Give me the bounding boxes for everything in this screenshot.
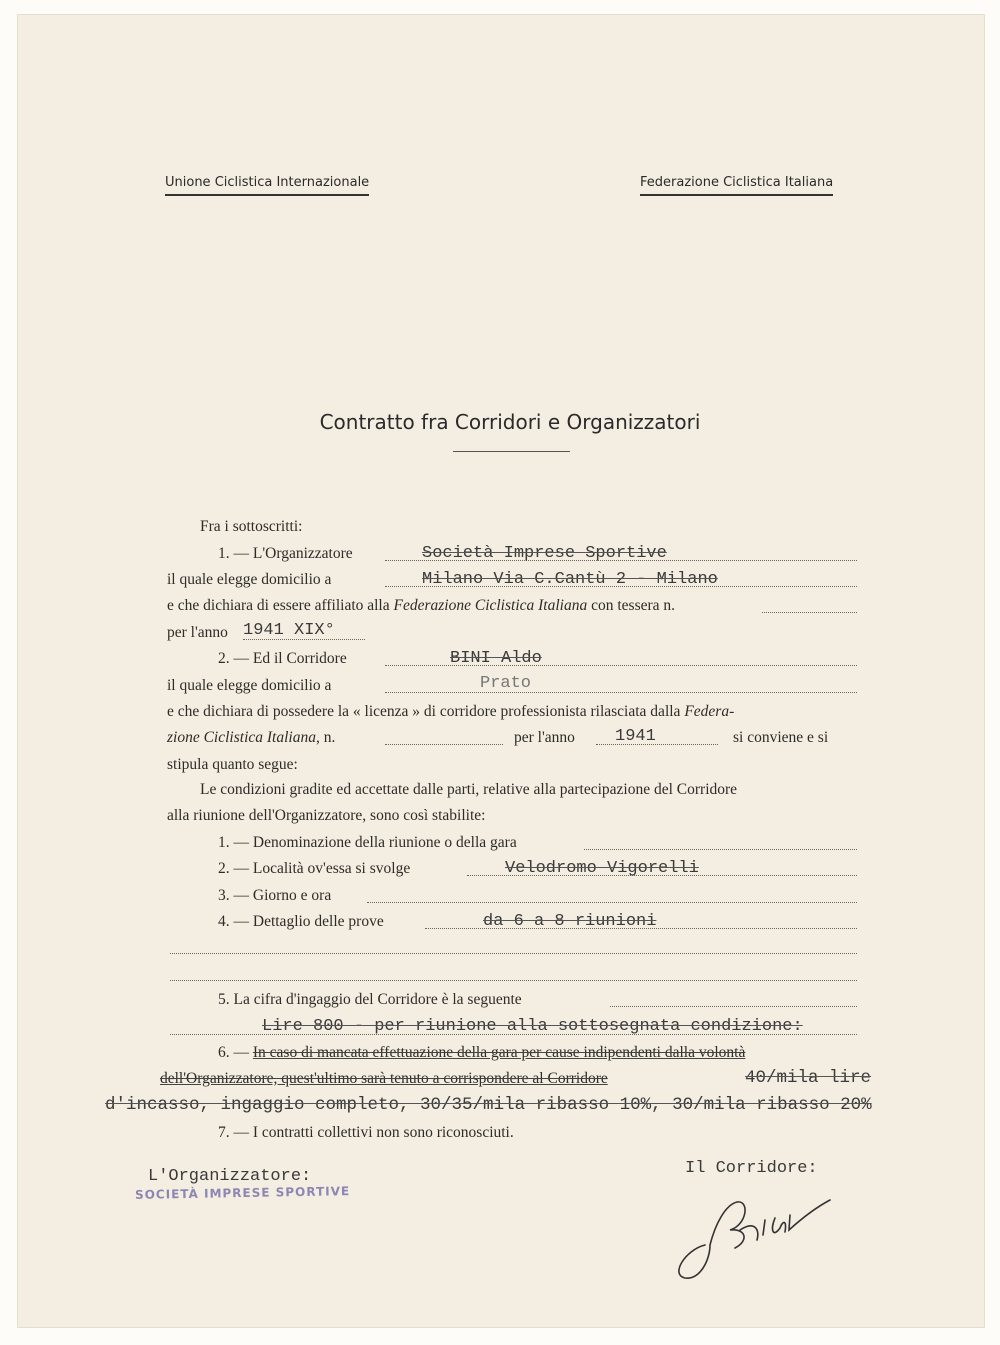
licence-pre: e che dichiara di possedere la « licenza » di corridore professionista rilasciata dalla	[167, 703, 685, 720]
rider-domicile-label: il quale elegge domicilio a	[167, 677, 332, 694]
affil-post: con tessera n.	[587, 597, 676, 614]
licence-post: si conviene e si	[733, 729, 829, 746]
intro-text: Fra i sottoscritti:	[200, 518, 303, 535]
item-6-text: In caso di mancata effettuazione della gara per cause indipendenti dalla volontà	[252, 1044, 746, 1061]
tessera-line	[762, 612, 857, 613]
item-5-line	[610, 1006, 857, 1007]
licence-italic: Federa-	[684, 703, 735, 720]
organizer-label: 1. — L'Organizzatore	[218, 545, 353, 562]
rider-domicile-line	[385, 692, 857, 693]
licence-text-2	[167, 729, 335, 747]
item-6-typed-2: d'incasso, ingaggio completo, 30/35/mila ribasso 10%, 30/mila ribasso 20%	[105, 1095, 872, 1115]
item-5: 5. La cifra d'ingaggio del Corridore è la seguente	[218, 991, 522, 1008]
licence-number-label: , n.	[315, 729, 336, 746]
organizer-value: Società Imprese Sportive	[422, 544, 667, 563]
conditions-text-2: alla riunione dell'Organizzatore, sono così stabilite:	[167, 807, 486, 824]
item-6-text-2	[160, 1070, 608, 1088]
item-5-value: Lire 800 - per riunione alla sottosegnata condizione:	[262, 1017, 803, 1036]
affil-italic: Federazione Ciclistica Italiana	[393, 597, 588, 614]
rider-label: 2. — Ed il Corridore	[218, 650, 347, 667]
conditions-text: Le condizioni gradite ed accettate dalle parti, relative alla partecipazione del Corridore	[200, 781, 738, 798]
org-domicile-value: Milano Via C.Cantù 2 - Milano	[422, 570, 718, 589]
licence-number-line	[385, 744, 503, 745]
item-4: 4. — Dettaglio delle prove	[218, 913, 384, 930]
licence-text	[167, 703, 734, 721]
header-fci: Federazione Ciclistica Italiana	[640, 175, 833, 196]
item-6-number: 6. —	[218, 1044, 249, 1061]
rider-domicile-value: Prato	[480, 674, 532, 693]
stipula-text: stipula quanto segue:	[167, 756, 298, 773]
licence2-italic: zione Ciclistica Italiana	[167, 729, 316, 746]
rider-signature-label: Il Corridore:	[685, 1159, 818, 1178]
item-4-value: da 6 a 8 riunioni	[483, 912, 657, 931]
item-3: 3. — Giorno e ora	[218, 887, 332, 904]
org-domicile-label: il quale elegge domicilio a	[167, 571, 332, 588]
item-3-line	[367, 902, 857, 903]
affil-pre: e che dichiara di essere affiliato alla	[167, 597, 394, 614]
item-1-line	[584, 849, 857, 850]
document-title: Contratto fra Corridori e Organizzatori	[319, 410, 701, 434]
item-1: 1. — Denominazione della riunione o della gara	[218, 834, 517, 851]
item-2-value: Velodromo Vigorelli	[505, 859, 699, 878]
year-value: 1941 XIX°	[243, 621, 335, 640]
blank-line-2	[170, 980, 857, 981]
title-rule	[453, 451, 570, 452]
item-6-typed-1: 40/mila lire	[745, 1068, 872, 1088]
header-uci: Unione Ciclistica Internazionale	[165, 175, 369, 196]
licence-year-label: per l'anno	[514, 729, 575, 746]
item-6-text-b: dell'Organizzatore, quest'ultimo sarà tenuto a corrispondere al Corridore	[160, 1070, 608, 1087]
licence-year-value: 1941	[615, 727, 656, 746]
item-2: 2. — Località ov'essa si svolge	[218, 860, 411, 877]
item-6	[218, 1044, 745, 1062]
rider-signature	[665, 1190, 845, 1290]
organizer-stamp: SOCIETÀ IMPRESE SPORTIVE	[134, 1184, 351, 1202]
year-label: per l'anno	[167, 624, 228, 641]
organizer-signature-label: L'Organizzatore:	[148, 1167, 312, 1186]
affiliation-text	[167, 597, 675, 615]
item-7: 7. — I contratti collettivi non sono riconosciuti.	[218, 1124, 514, 1141]
rider-value: BINI Aldo	[450, 649, 542, 668]
blank-line-1	[170, 953, 857, 954]
